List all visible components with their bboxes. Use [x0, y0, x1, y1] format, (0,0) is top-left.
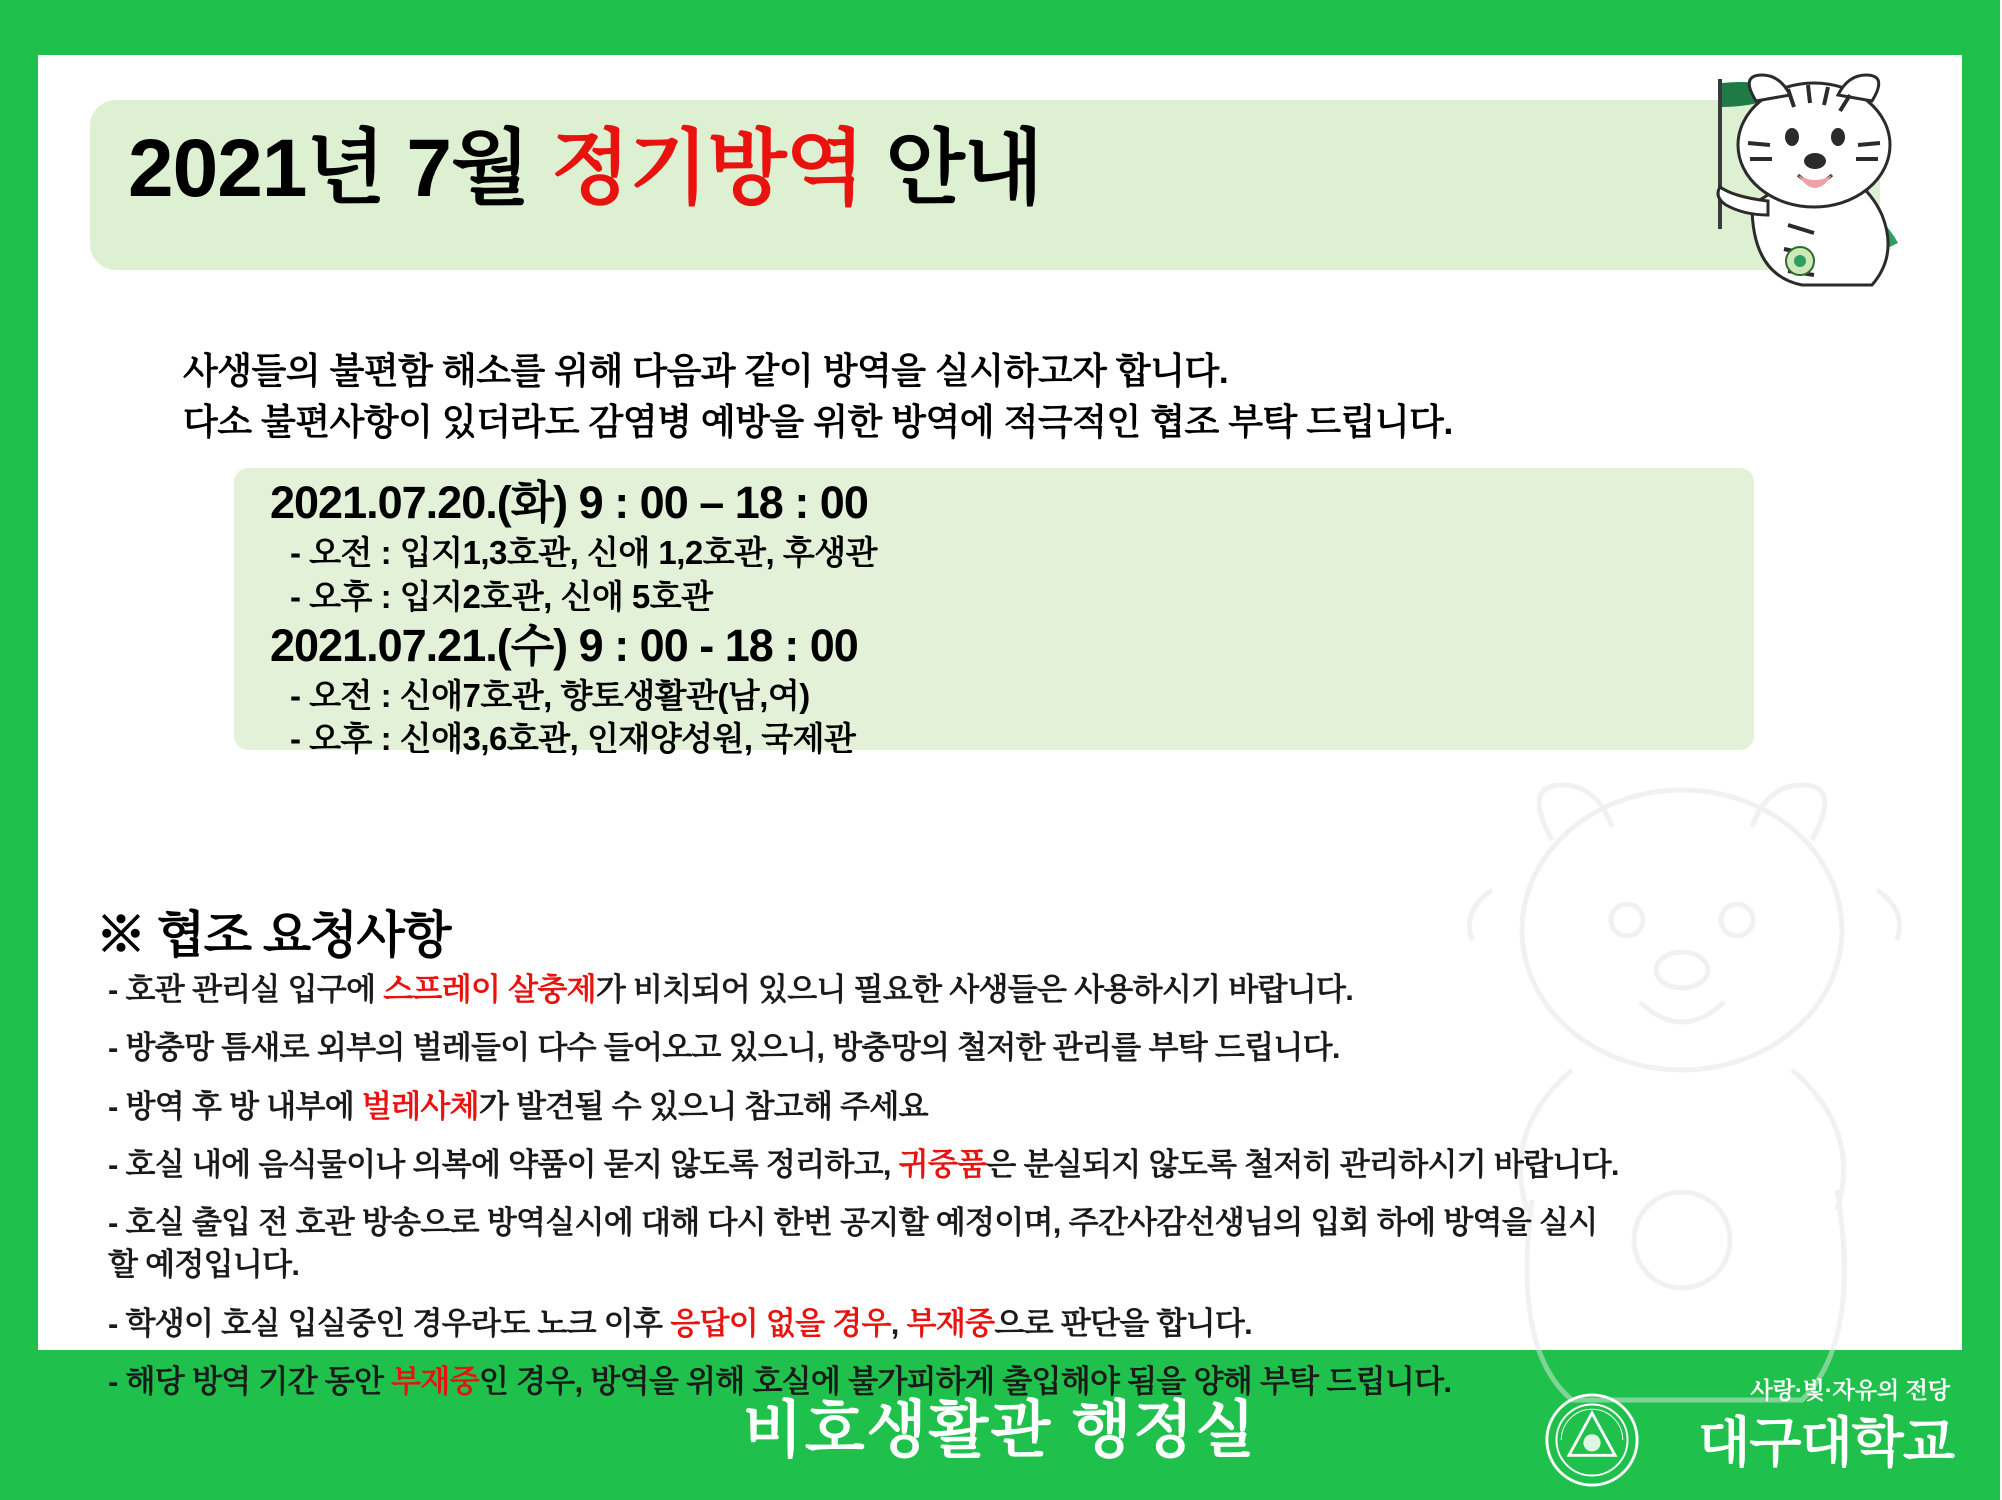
- note-highlight: 부재중: [906, 1305, 995, 1341]
- note-text: - 호실 출입 전 호관 방송으로 방역실시에 대해 다시 한번 공지할 예정이며, 주간사감선생님의 입회 하에 방역을 실시: [108, 1205, 1598, 1241]
- note-highlight: 스프레이 살충제: [383, 972, 596, 1007]
- intro-line-2: 다소 불편사항이 있더라도 감염병 예방을 위한 방역에 적극적인 협조 부탁 드립니다.: [183, 401, 1453, 443]
- note-text: - 호실 내에 음식물이나 의복에 약품이 묻지 않도록 정리하고,: [108, 1146, 899, 1182]
- note-text: - 학생이 호실 입실중인 경우라도 노크 이후: [108, 1305, 671, 1341]
- note-text: 가 발견될 수 있으니 참고해 주세요: [478, 1088, 928, 1124]
- footer-band: [0, 1350, 2000, 1500]
- note-text: 은 분실되지 않도록 철저히 관리하시기 바랍니다.: [986, 1146, 1619, 1182]
- page-title: [128, 103, 1042, 220]
- intro-text: [183, 345, 1883, 447]
- note-item-continuation: [108, 1245, 1968, 1285]
- schedule-box: [234, 468, 1754, 758]
- notes-section-title: ※ 협조 요청사항: [96, 907, 451, 963]
- title-after: 안내: [863, 123, 1043, 214]
- university-name: 대구대학교: [1698, 1413, 1954, 1473]
- note-text: 으로 판단을 합니다.: [994, 1305, 1253, 1341]
- note-text: 인 경우, 방역을 위해 호실에 불가피하게 출입해야 됨을 양해 부탁 드립니다.: [478, 1364, 1452, 1400]
- mascot-tiger-icon: [1592, 65, 1922, 305]
- note-item: [108, 970, 1968, 1010]
- footer-office-name: 비호생활관 행정실: [742, 1396, 1258, 1465]
- note-highlight: 부재중: [391, 1364, 479, 1400]
- note-text: 가 비치되어 있으니 필요한 사생들은 사용하시기 바랍니다.: [595, 972, 1354, 1007]
- note-highlight: 벌레사체: [361, 1088, 479, 1124]
- note-item: [108, 1203, 1968, 1243]
- university-branding: [1534, 1370, 1954, 1482]
- schedule-date-1: 2021.07.20.(화) 9 : 00 – 18 : 00: [270, 477, 868, 528]
- note-highlight: 귀중품: [898, 1146, 987, 1182]
- note-text: - 호관 관리실 입구에: [108, 972, 384, 1007]
- note-text: - 방역 후 방 내부에: [108, 1088, 362, 1124]
- title-before: 2021년 7월: [128, 123, 552, 214]
- note-item: [108, 1028, 1968, 1068]
- university-slogan: 사랑·빛·자유의 전당: [1750, 1377, 1950, 1403]
- schedule-1-item-2: - 오후 : 입지2호관, 신애 5호관: [290, 577, 713, 615]
- note-highlight: 응답이 없을 경우: [670, 1305, 891, 1341]
- note-text: - 방충망 틈새로 외부의 벌레들이 다수 들어오고 있으니, 방충망의 철저한 관리를 부탁 드립니다.: [108, 1030, 1340, 1066]
- university-seal-icon: [1544, 1392, 1640, 1488]
- schedule-2-item-2: - 오후 : 신애3,6호관, 인재양성원, 국제관: [290, 720, 856, 758]
- note-text: ,: [890, 1305, 907, 1341]
- schedule-1-item-1: - 오전 : 입지1,3호관, 신애 1,2호관, 후생관: [290, 533, 877, 571]
- intro-line-1: 사생들의 불편함 해소를 위해 다음과 같이 방역을 실시하고자 합니다.: [183, 350, 1229, 391]
- note-text: 할 예정입니다.: [108, 1247, 300, 1283]
- note-item: [108, 1304, 1968, 1344]
- note-text: - 해당 방역 기간 동안: [108, 1364, 392, 1400]
- schedule-date-2: 2021.07.21.(수) 9 : 00 - 18 : 00: [270, 619, 858, 671]
- note-item: [108, 1087, 1968, 1127]
- note-item: [108, 1145, 1968, 1185]
- title-highlight: 정기방역: [551, 123, 864, 214]
- schedule-2-item-1: - 오전 : 신애7호관, 향토생활관(남,여): [290, 676, 810, 714]
